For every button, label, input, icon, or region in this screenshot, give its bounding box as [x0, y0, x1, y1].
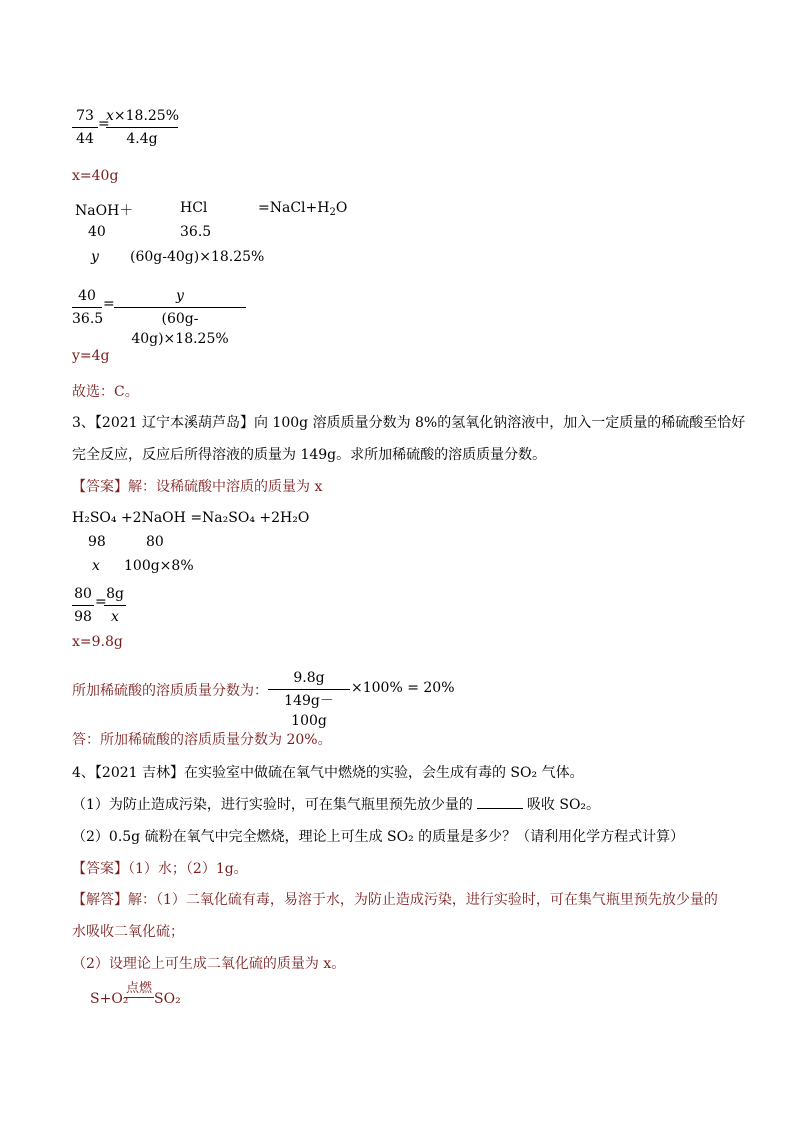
- numerator: x×18.25%: [106, 108, 180, 124]
- mass-40: 40: [88, 224, 106, 240]
- reaction-4-left: S+O₂: [90, 991, 129, 1007]
- answer-3-intro: 【答案】解：设稀硫酸中溶质的质量为 x: [72, 479, 323, 495]
- numerator: 80: [74, 586, 92, 602]
- fraction-x-4.4g: [106, 106, 178, 149]
- choice-answer: 故选：C。: [72, 384, 139, 400]
- equals-sign: =: [98, 116, 110, 132]
- denominator: 98: [74, 609, 92, 625]
- var-expression: (60g-40g)×18.25%: [130, 249, 265, 265]
- solution-4-line-3: （2）设理论上可生成二氧化硫的质量为 x。: [72, 956, 346, 972]
- var-y: y: [91, 249, 99, 265]
- mass-fraction-label: 所加稀硫酸的溶质质量分数为：: [72, 683, 268, 699]
- numerator: y: [176, 288, 184, 304]
- var-100g-8pct: 100g×8%: [124, 558, 194, 574]
- result-x-40g: x=40g: [72, 168, 119, 184]
- result-x-9.8g: x=9.8g: [72, 634, 123, 650]
- question-3-line-1: 3、【2021 辽宁本溪葫芦岛】向 100g 溶质质量分数为 8%的氢氧化钠溶液中，加入一定质量的稀硫酸至恰好: [72, 415, 746, 431]
- fraction-40-36.5: [72, 286, 102, 329]
- mass-98: 98: [88, 534, 106, 550]
- question-4-part-2: （2）0.5g 硫粉在氧气中完全燃烧，理论上可生成 SO₂ 的质量是多少？（请利用化学方程式计算）: [72, 829, 685, 845]
- equals-sign: =: [103, 296, 115, 312]
- denominator: 44: [76, 131, 94, 147]
- result-y-4g: y=4g: [72, 348, 110, 364]
- reactant-naoh: NaOH＋: [75, 203, 134, 219]
- mass-fraction-result: ×100% = 20%: [351, 680, 455, 696]
- reaction-4-right: SO₂: [154, 991, 181, 1007]
- answer-4: 【答案】（1）水；（2）1g。: [72, 861, 248, 877]
- fraction-8g-x: [104, 584, 126, 627]
- solution-4-line-2: 水吸收二氧化硫；: [72, 924, 184, 940]
- equals-sign: =: [95, 594, 107, 610]
- reaction-condition: 点燃: [125, 981, 152, 996]
- fraction-9.8g: [268, 668, 350, 731]
- denominator: 149g－100g: [284, 693, 334, 729]
- mass-80: 80: [146, 534, 164, 550]
- answer-3-conclusion: 答：所加稀硫酸的溶质质量分数为 20%。: [72, 732, 332, 748]
- fraction-73-44: [72, 106, 98, 149]
- numerator: 73: [76, 108, 94, 124]
- answer-blank: [477, 808, 523, 809]
- denominator: (60g-40g)×18.25%: [131, 311, 229, 347]
- denominator: 4.4g: [126, 131, 158, 147]
- mass-36.5: 36.5: [180, 224, 212, 240]
- denominator: x: [111, 609, 119, 625]
- reaction-3: H₂SO₄ +2NaOH =Na₂SO₄ +2H₂O: [72, 510, 310, 526]
- fraction-80-98: [72, 584, 94, 627]
- numerator: 8g: [106, 586, 124, 602]
- question-4-line-1: 4、【2021 吉林】在实验室中做硫在氧气中燃烧的实验，会生成有毒的 SO₂ 气体。: [72, 765, 584, 781]
- fraction-y-expression: [114, 286, 246, 349]
- numerator: 9.8g: [293, 670, 325, 686]
- question-4-part-1: （1）为防止造成污染，进行实验时，可在集气瓶里预先放少量的 吸收 SO₂。: [72, 797, 601, 813]
- product-nacl-h2o: $=NaCl+H_2O$: [258, 200, 348, 218]
- question-3-line-2: 完全反应，反应后所得溶液的质量为 149g。求所加稀硫酸的溶质质量分数。: [72, 447, 547, 463]
- solution-4-line-1: 【解答】解：（1）二氧化硫有毒，易溶于水，为防止造成污染，进行实验时，可在集气瓶里预先放少量的: [72, 892, 718, 908]
- denominator: 36.5: [72, 311, 104, 327]
- numerator: 40: [78, 288, 96, 304]
- reactant-hcl: HCl: [180, 200, 208, 216]
- var-x: x: [92, 558, 100, 574]
